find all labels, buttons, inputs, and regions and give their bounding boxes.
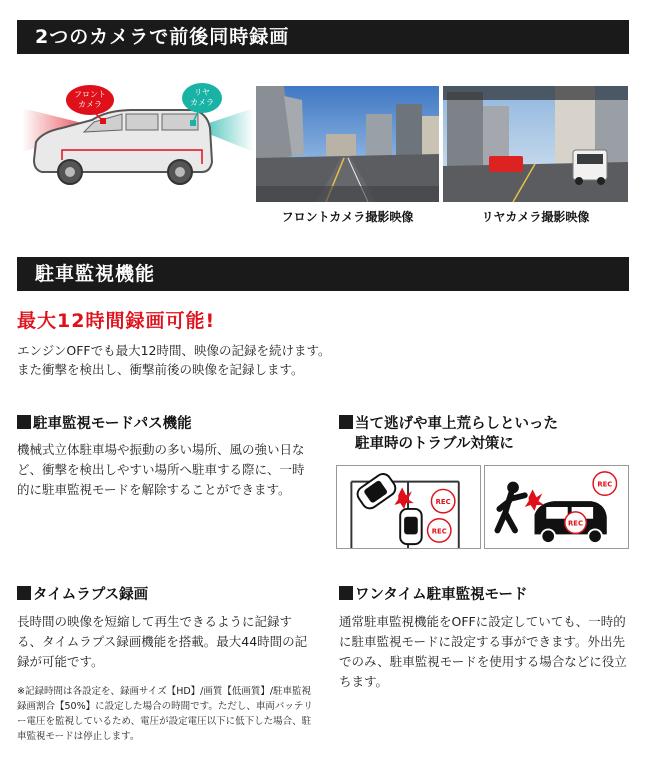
headline-12h: 最大12時間録画可能!: [17, 310, 216, 332]
square-bullet-icon: [339, 586, 353, 600]
intro-line-2: また衝撃を検出し、衝撃前後の映像を記録します。: [17, 362, 304, 377]
feature-title-timelapse: タイムラプス録画: [17, 585, 148, 605]
feature-title-trouble: 当て逃げや車上荒らしといった 駐車時のトラブル対策に: [339, 414, 639, 454]
rec-label-4: REC: [568, 519, 584, 528]
feature-title-bypass: 駐車監視モードパス機能: [17, 414, 192, 434]
square-bullet-icon: [339, 415, 353, 429]
square-bullet-icon: [17, 586, 31, 600]
square-bullet-icon: [17, 415, 31, 429]
rec-badge-1: [431, 489, 454, 512]
section-title-dual-camera: 2つのカメラで前後同時録画: [17, 20, 629, 54]
rear-camera-label-2: カメラ: [190, 98, 214, 107]
vandalism-illustration: [484, 465, 629, 549]
feature-text-onetime: 通常駐車監視機能をOFFに設定していても、一時的に駐車監視モードに設定する事ができます。外出先でのみ、駐車監視モードを使用する場合などに役立ちます。: [339, 614, 627, 689]
section-title-parking-monitor: 駐車監視機能: [17, 257, 629, 291]
feature-text-timelapse: 長時間の映像を短縮して再生できるように記録する、タイムラプス録画機能を搭載。最大44時間の記録が可能です。: [17, 614, 308, 669]
front-camera-caption: フロントカメラ撮影映像: [281, 210, 414, 224]
feature-title-onetime: ワンタイム駐車監視モード: [339, 585, 528, 605]
car-diagram: [22, 80, 254, 200]
front-camera-label-2: カメラ: [78, 100, 102, 109]
rec-label-3: REC: [597, 480, 613, 489]
footnote: ※記録時間は各設定を、録画サイズ【HD】/画質【低画質】/駐車監視録画割合【50%】に設定した場合の時間です。ただし、車両バッテリー電圧を監視しているため、電圧が設定電圧以下に低下した場合、駐車監視モードは停止します。: [17, 686, 313, 742]
rear-camera-icon: [190, 120, 196, 126]
rec-label-1: REC: [435, 498, 451, 507]
rear-camera-caption: リヤカメラ撮影映像: [481, 210, 590, 224]
rec-label-2: REC: [431, 527, 447, 536]
person-silhouette: [497, 482, 524, 531]
rear-camera-label-1: リヤ: [194, 88, 210, 97]
front-camera-label-1: フロント: [74, 90, 106, 99]
feature-text-bypass: 機械式立体駐車場や振動の多い場所、風の強い日など、衝撃を検出しやすい場所へ駐車する際に、一時的に駐車監視モードを解除することができます。: [17, 442, 305, 497]
rec-badge-2: [428, 519, 451, 542]
intro-text: [17, 341, 331, 379]
parking-collision-illustration: [336, 465, 481, 549]
front-camera-photo: [256, 86, 439, 202]
rec-badge-3: [593, 472, 616, 495]
rec-badge-4: [565, 512, 586, 533]
intro-line-1: エンジンOFFでも最大12時間、映像の記録を続けます。: [17, 343, 331, 358]
rear-camera-photo: [443, 86, 628, 202]
